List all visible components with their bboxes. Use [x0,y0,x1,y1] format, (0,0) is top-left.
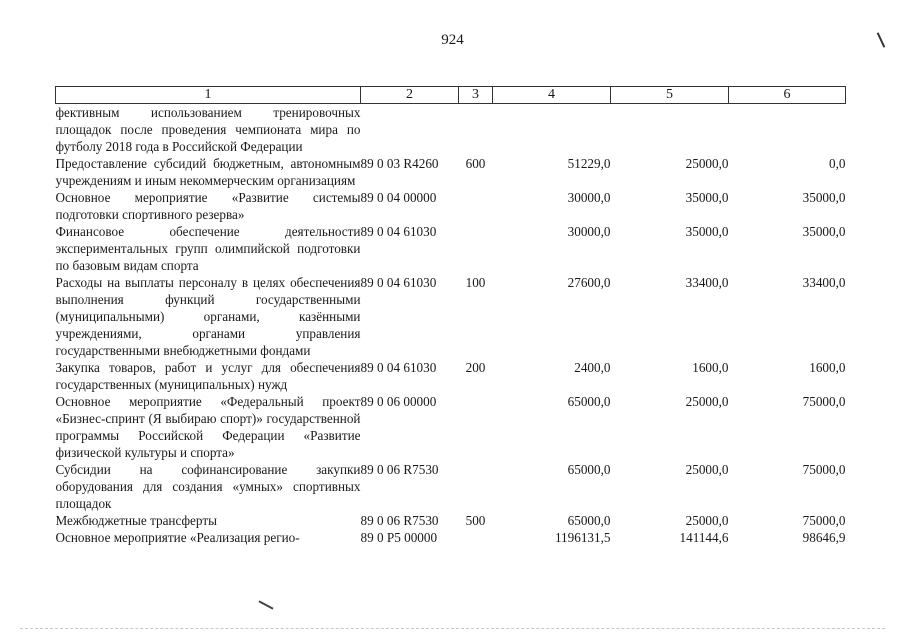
column-header-5: 5 [611,87,729,104]
expense-type-code: 600 [465,156,486,171]
target-article-code: 89 0 04 61030 [360,275,437,290]
scan-mark [258,600,273,609]
target-article-code: 89 0 04 61030 [360,224,437,239]
page-number: 924 [441,32,464,48]
amount-col5: 25000,0 [685,394,729,409]
table-row [56,104,846,156]
amount-col5: 35000,0 [685,224,729,239]
amount-col6: 75000,0 [802,462,846,477]
amount-col4: 30000,0 [567,190,611,205]
target-article-code: 89 0 06 00000 [360,394,437,409]
column-header-6: 6 [729,87,846,104]
table-header [56,87,846,104]
amount-col5: 141144,6 [679,530,729,545]
amount-col4: 30000,0 [567,224,611,239]
target-article-code: 89 0 04 61030 [360,360,437,375]
item-name: Основное мероприятие «Федеральный проект «Бизнес-спринт (Я выбираю спорт)» государственной программы Российской Федерации «Развитие физической культуры и спорта» [55,394,361,460]
target-article-code: 89 0 P5 00000 [360,530,438,545]
expense-type-code [459,529,493,546]
item-name: Закупка товаров, работ и услуг для обеспечения государственных (муниципальных) нужд [55,360,361,392]
column-header-3: 3 [459,87,493,104]
table-row [56,223,846,274]
item-name: Предоставление субсидий бюджетным, автономным учреждениям и иным некоммерческим организациям [55,156,361,188]
table-row [56,359,846,393]
target-article-code: 89 0 04 00000 [360,190,437,205]
amount-col4: 27600,0 [567,275,611,290]
target-article-code [361,104,459,156]
amount-col4: 1196131,5 [554,530,611,545]
table-row [56,393,846,461]
column-header-2: 2 [361,87,459,104]
scan-edge-line [20,628,885,629]
amount-col6: 75000,0 [802,513,846,528]
amount-col6: 75000,0 [802,394,846,409]
amount-col6: 35000,0 [802,224,846,239]
amount-col5: 35000,0 [685,190,729,205]
item-name: Межбюджетные трансферты [55,513,217,528]
item-name: фективным использованием тренировочных площадок после проведения чемпионата мира по футболу 2018 года в Российской Федерации [55,105,361,154]
expense-type-code [459,393,493,461]
item-name: Основное мероприятие «Реализация регио- [55,530,300,545]
amount-col6: 35000,0 [802,190,846,205]
expense-type-code [459,461,493,512]
table-row [56,461,846,512]
target-article-code: 89 0 06 R7530 [360,513,439,528]
column-numbers-row [56,87,846,104]
item-name: Субсидии на софинансирование закупки оборудования для создания «умных» спортивных площадок [55,462,361,511]
amount-col6: 33400,0 [802,275,846,290]
expense-type-code: 100 [465,275,486,290]
expense-type-code: 200 [465,360,486,375]
table-row [56,155,846,189]
amount-col4: 2400,0 [574,360,611,375]
amount-col5: 1600,0 [692,360,729,375]
amount-col5: 25000,0 [685,462,729,477]
target-article-code: 89 0 03 R4260 [360,156,439,171]
amount-col6: 1600,0 [809,360,846,375]
table-row [56,274,846,359]
budget-table [55,86,846,546]
amount-col6: 0,0 [829,156,846,171]
amount-col5: 25000,0 [685,513,729,528]
item-name: Основное мероприятие «Развитие системы подготовки спортивного резерва» [55,190,361,222]
amount-col4: 51229,0 [567,156,611,171]
table-body [56,104,846,547]
expense-type-code [459,189,493,223]
amount-col4: 65000,0 [567,513,611,528]
item-name: Финансовое обеспечение деятельности экспериментальных групп олимпийской подготовки по базовым видам спорта [55,224,361,273]
amount-col4: 65000,0 [567,462,611,477]
item-name: Расходы на выплаты персоналу в целях обеспечения выполнения функций государственными (муниципальными) органами, казёнными учреждениями, органами управления государственными внебюджетными фондами [55,275,361,358]
expense-type-code: 500 [465,513,486,528]
column-header-1: 1 [56,87,361,104]
table-row [56,189,846,223]
amount-col5 [611,104,729,156]
table-row [56,529,846,546]
amount-col5: 25000,0 [685,156,729,171]
amount-col6 [729,104,846,156]
amount-col4: 65000,0 [567,394,611,409]
table-row [56,512,846,529]
expense-type-code [459,223,493,274]
amount-col5: 33400,0 [685,275,729,290]
column-header-4: 4 [493,87,611,104]
expense-type-code [459,104,493,156]
target-article-code: 89 0 06 R7530 [360,462,439,477]
amount-col4 [493,104,611,156]
amount-col6: 98646,9 [802,530,846,545]
